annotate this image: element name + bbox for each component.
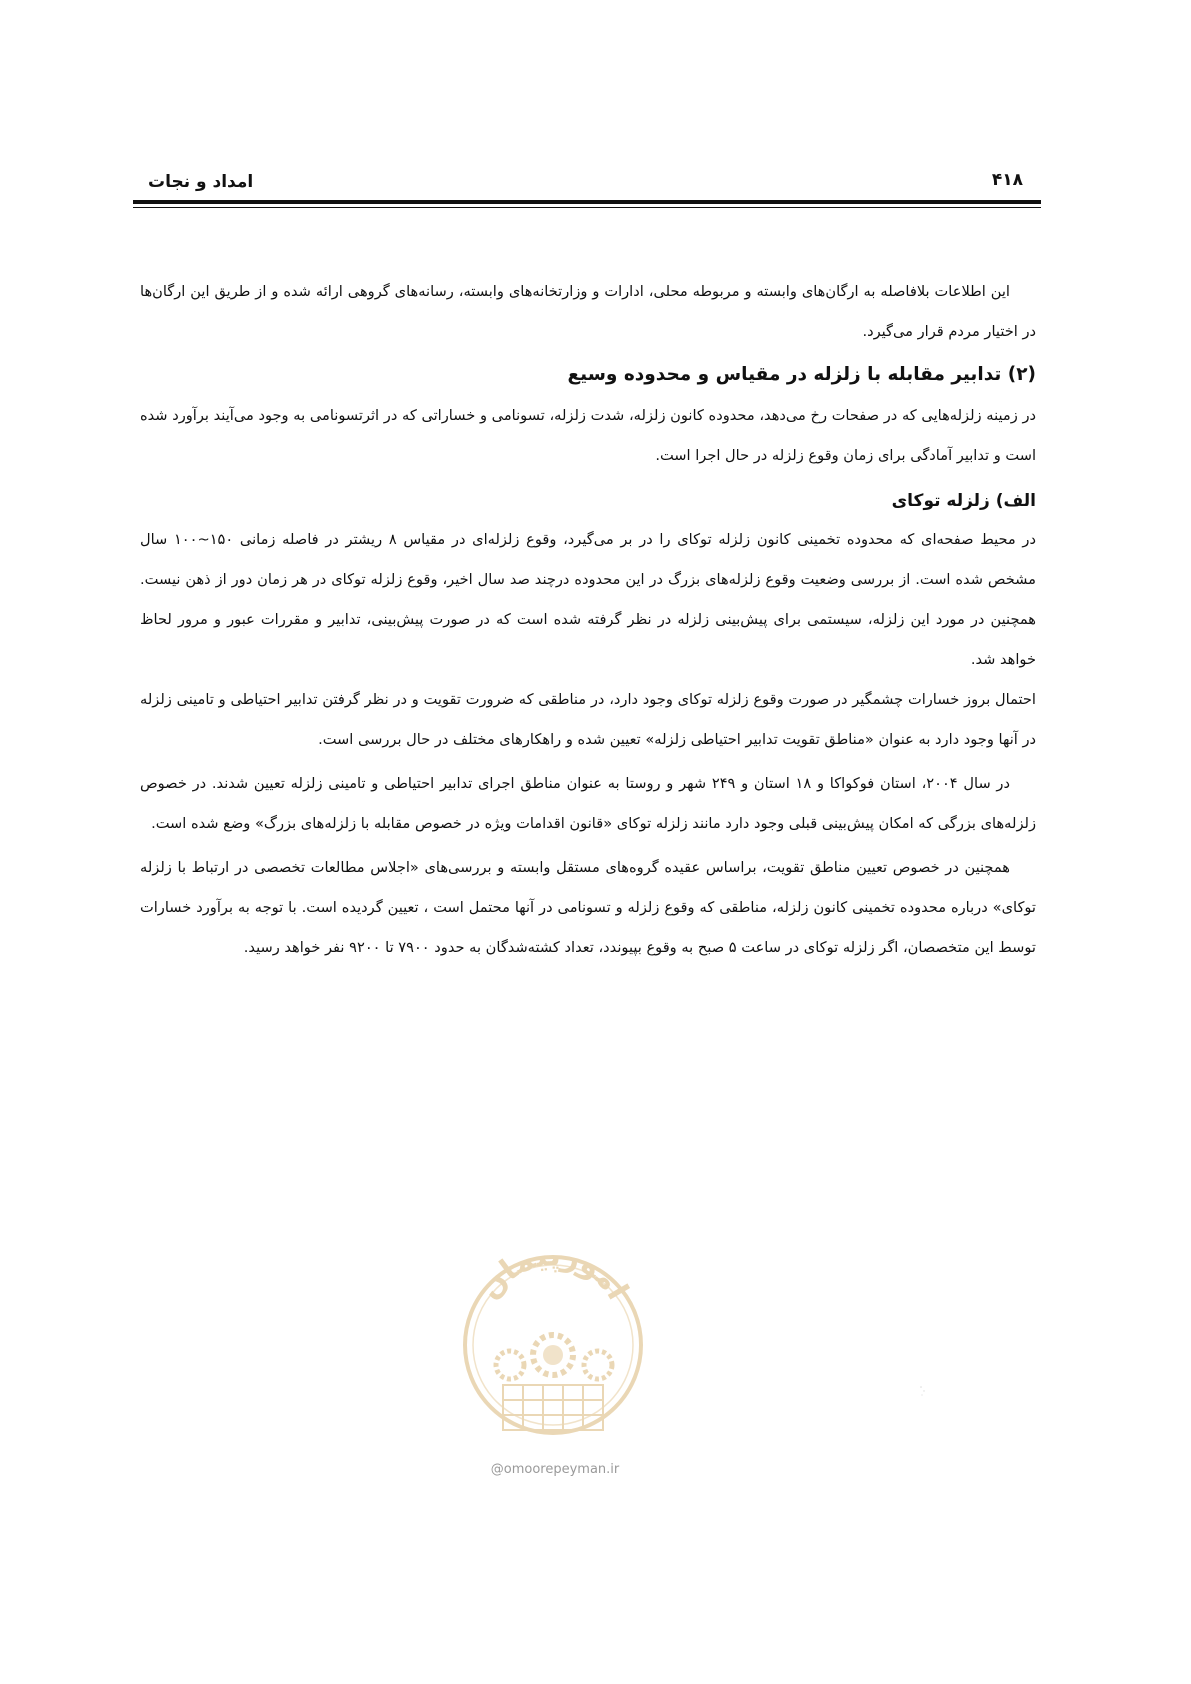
paragraph-tokai-3: در سال ۲۰۰۴، استان فوکواکا و ۱۸ استان و ۲۴۹ شهر و روستا به عنوان مناطق اجرای تدابیر احتیاطی و تامینی زلزله تعیین شدند. در خصوص زلزله‌های بزرگی که امکان پیش‌بینی قبلی وجود دارد مانند زلزله توکای «قانون اقدامات ویژه در خصوص مقابله با زلزله‌های بزرگ» وضع شده است.: [140, 775, 1036, 832]
page-number: ۴۱۸: [991, 170, 1023, 190]
paragraph-intro: این اطلاعات بلافاصله به ارگان‌های وابسته و مربوطه محلی، ادارات و وزارتخانه‌های وابسته، رسانه‌های گروهی ارائه شده و از طریق این ارگان‌ها در اختیار مردم قرار می‌گیرد.: [140, 283, 1036, 340]
page-body: [140, 272, 1036, 968]
section-heading: (۲) تدابیر مقابله با زلزله در مقیاس و محدوده وسیع: [567, 364, 1036, 385]
watermark-url: @omoorepeyman.ir: [490, 1462, 620, 1477]
header-rule-thick: [133, 200, 1041, 204]
subsection-heading: الف) زلزله توکای: [891, 491, 1036, 511]
paragraph-tokai-2: احتمال بروز خسارات چشمگیر در صورت وقوع زلزله توکای وجود دارد، در مناطقی که ضرورت تقویت و در نظر گرفتن تدابیر احتیاطی و تامینی زلزله در آنها وجود دارد به عنوان «مناطق تقویت تدابیر احتیاطی زلزله» تعیین شده و راهکارهای مختلف در حال بررسی است.: [140, 691, 1036, 748]
watermark-logo-text: امورپیمان: [471, 1237, 636, 1306]
watermark-logo: [458, 1235, 648, 1460]
page-header: [130, 168, 1041, 204]
running-title: امداد و نجات: [148, 172, 254, 192]
header-rule: [133, 200, 1041, 208]
header-rule-thin: [133, 207, 1041, 208]
paragraph-section-2: در زمینه زلزله‌هایی که در صفحات رخ می‌دهد، محدوده کانون زلزله، شدت زلزله، تسونامی و خساراتی که در اثرتسونامی به وجود می‌آیند برآورد شده است و تدابیر آمادگی برای زمان وقوع زلزله در حال اجرا است.: [140, 407, 1036, 464]
paragraph-tokai-4: همچنین در خصوص تعیین مناطق تقویت، براساس عقیده گروه‌های مستقل وابسته و بررسی‌های «اجلاس مطالعات تخصصی در ارتباط با زلزله توکای» درباره محدوده تخمینی کانون زلزله، مناطقی که وقوع زلزله و تسونامی در آنها محتمل است ، تعیین گردیده است. با توجه به برآورد خسارات توسط این متخصصان، اگر زلزله توکای در ساعت ۵ صبح به وقوع بپیوندد، تعداد کشته‌شدگان به حدود ۷۹۰۰ تا ۹۲۰۰ نفر خواهد رسید.: [140, 859, 1036, 956]
paragraph-tokai-1: در محیط صفحه‌ای که محدوده تخمینی کانون زلزله توکای را در بر می‌گیرد، وقوع زلزله‌ای در مقیاس ۸ ریشتر در فاصله زمانی ۱۵۰~۱۰۰ سال مشخص شده است. از بررسی وضعیت وقوع زلزله‌های بزرگ در این محدوده درچند صد سال اخیر، وقوع زلزله توکای در هر زمان دور از ذهن نیست. همچنین در مورد این زلزله، سیستمی برای پیش‌بینی زلزله در نظر گرفته شده است که در صورت پیش‌بینی، تدابیر و مقررات عبور و مرور لحاظ خواهد شد.: [140, 531, 1036, 668]
scan-smudge: [918, 1384, 928, 1398]
